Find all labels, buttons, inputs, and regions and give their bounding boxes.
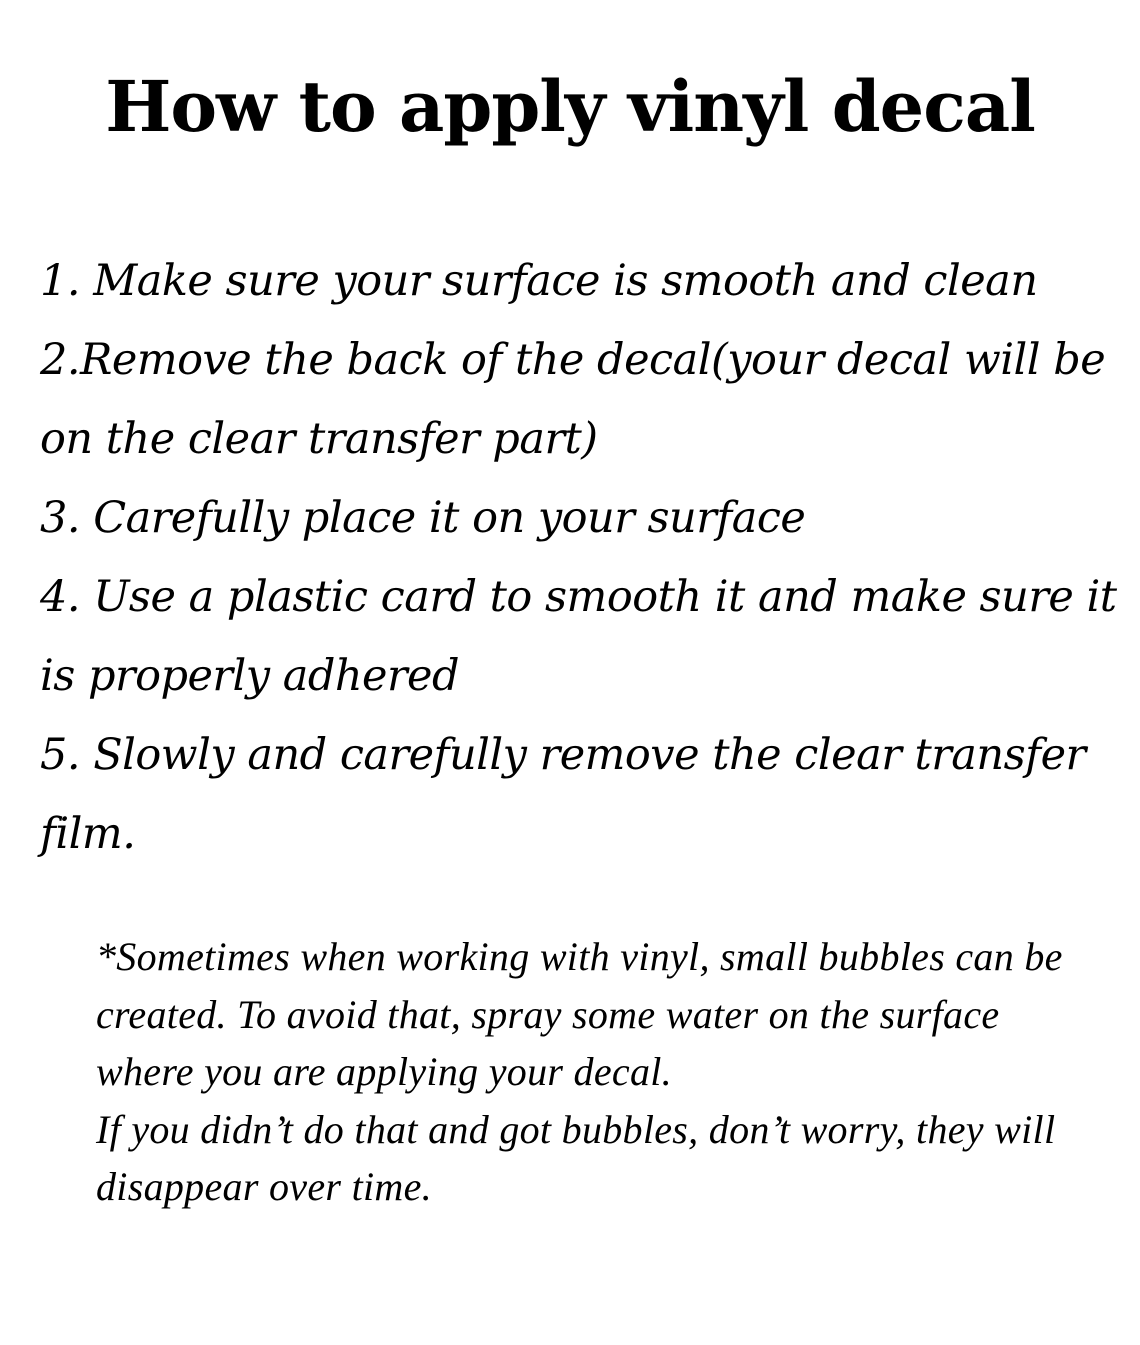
step-1: 1. Make sure your surface is smooth and clean	[40, 256, 1038, 306]
note-paragraph-1: *Sometimes when working with vinyl, small bubbles can be created. To avoid that, spray some water on the surface where you are applying your decal.	[96, 934, 1063, 1094]
step-4: 4. Use a plastic card to smooth it and make sure it is properly adhered	[40, 572, 1117, 701]
page-title: How to apply vinyl decal	[105, 65, 1035, 148]
steps-list	[40, 242, 1120, 874]
step-3: 3. Carefully place it on your surface	[40, 493, 806, 543]
step-2: 2.Remove the back of the decal(your decal will be on the clear transfer part)	[40, 335, 1106, 464]
step-5: 5. Slowly and carefully remove the clear transfer film.	[40, 730, 1086, 859]
bubbles-note	[96, 928, 1106, 1216]
note-paragraph-2: If you didn’t do that and got bubbles, don’t worry, they will disappear over time.	[96, 1106, 1056, 1209]
